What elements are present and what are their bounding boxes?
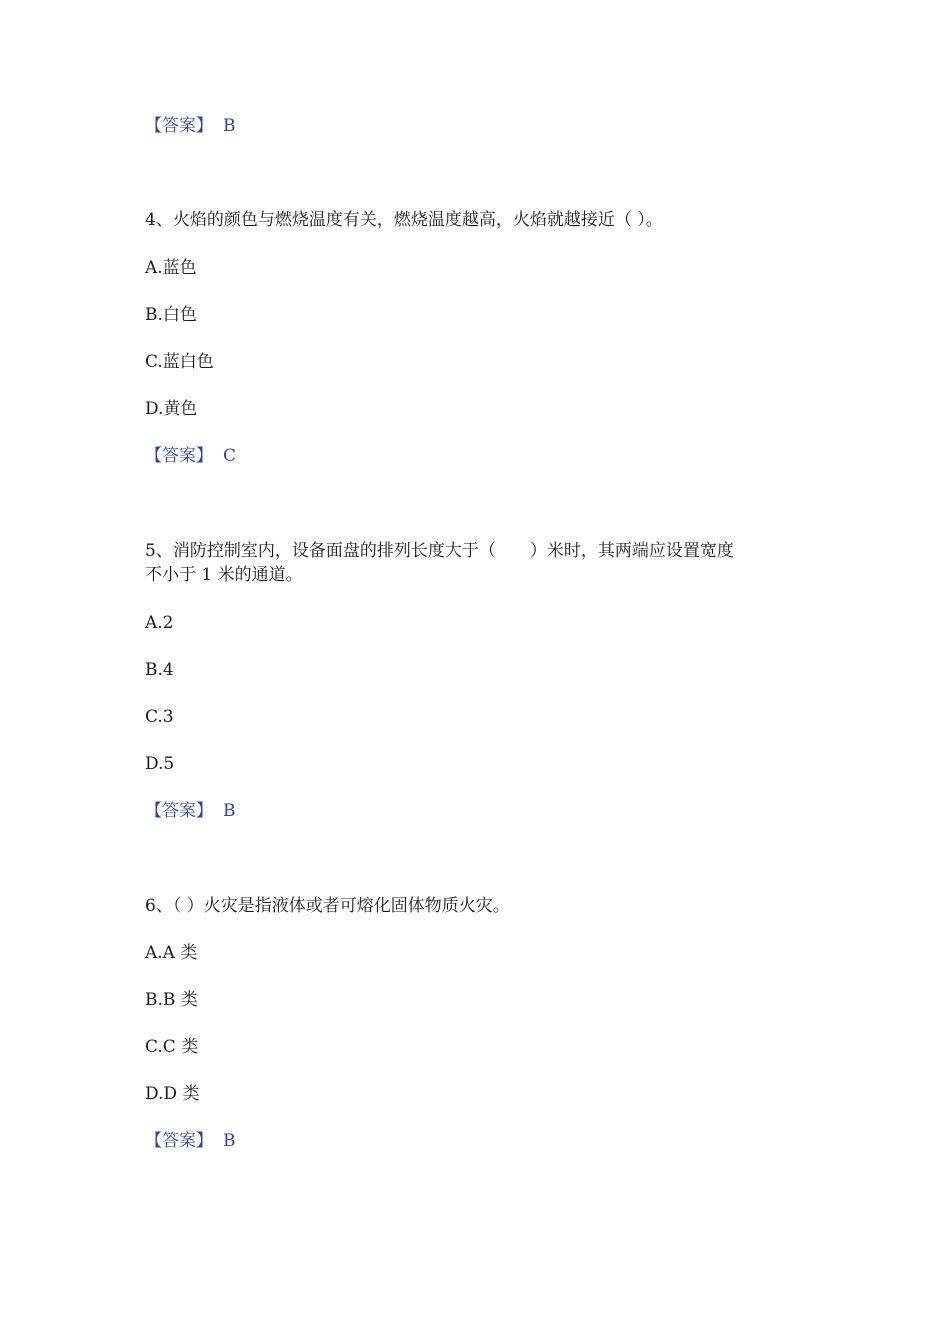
question-5-answer (145, 799, 236, 823)
question-6-answer (145, 1129, 236, 1153)
previous-answer (145, 114, 236, 138)
question-4-stem (145, 208, 815, 232)
answer-label: 【答案】 (145, 801, 213, 821)
question-5-stem (145, 539, 815, 587)
question-4-option-a: A.蓝色 (145, 258, 197, 278)
question-6-stem-line-1: 6、（ ）火灾是指液体或者可熔化固体物质火灾。 (145, 896, 510, 916)
answer-value: B (223, 116, 236, 136)
question-5-option-c: C.3 (145, 707, 174, 727)
question-6-option-d: D.D 类 (145, 1084, 200, 1104)
question-4-option-b: B.白色 (145, 305, 197, 325)
answer-label: 【答案】 (145, 446, 213, 466)
answer-label: 【答案】 (145, 1131, 213, 1151)
answer-value: C (223, 446, 237, 466)
answer-label: 【答案】 (145, 116, 213, 136)
question-6-stem (145, 894, 815, 918)
question-4-option-c: C.蓝白色 (145, 352, 214, 372)
question-5-stem-line-2: 不小于 1 米的通道。 (145, 565, 303, 585)
question-4-answer (145, 444, 236, 468)
question-5-stem-line-1: 5、消防控制室内，设备面盘的排列长度大于（ ）米时，其两端应设置宽度 (145, 541, 734, 561)
question-6-option-b: B.B 类 (145, 990, 198, 1010)
question-4-stem-line-1: 4、火焰的颜色与燃烧温度有关，燃烧温度越高，火焰就越接近（ ）。 (145, 210, 663, 230)
question-4-option-d: D.黄色 (145, 399, 198, 419)
question-6-option-a: A.A 类 (145, 943, 198, 963)
answer-value: B (223, 1131, 236, 1151)
question-5-option-b: B.4 (145, 660, 174, 680)
answer-value: B (223, 801, 236, 821)
question-6-option-c: C.C 类 (145, 1037, 199, 1057)
question-5-option-d: D.5 (145, 754, 175, 774)
question-5-option-a: A.2 (145, 613, 174, 633)
